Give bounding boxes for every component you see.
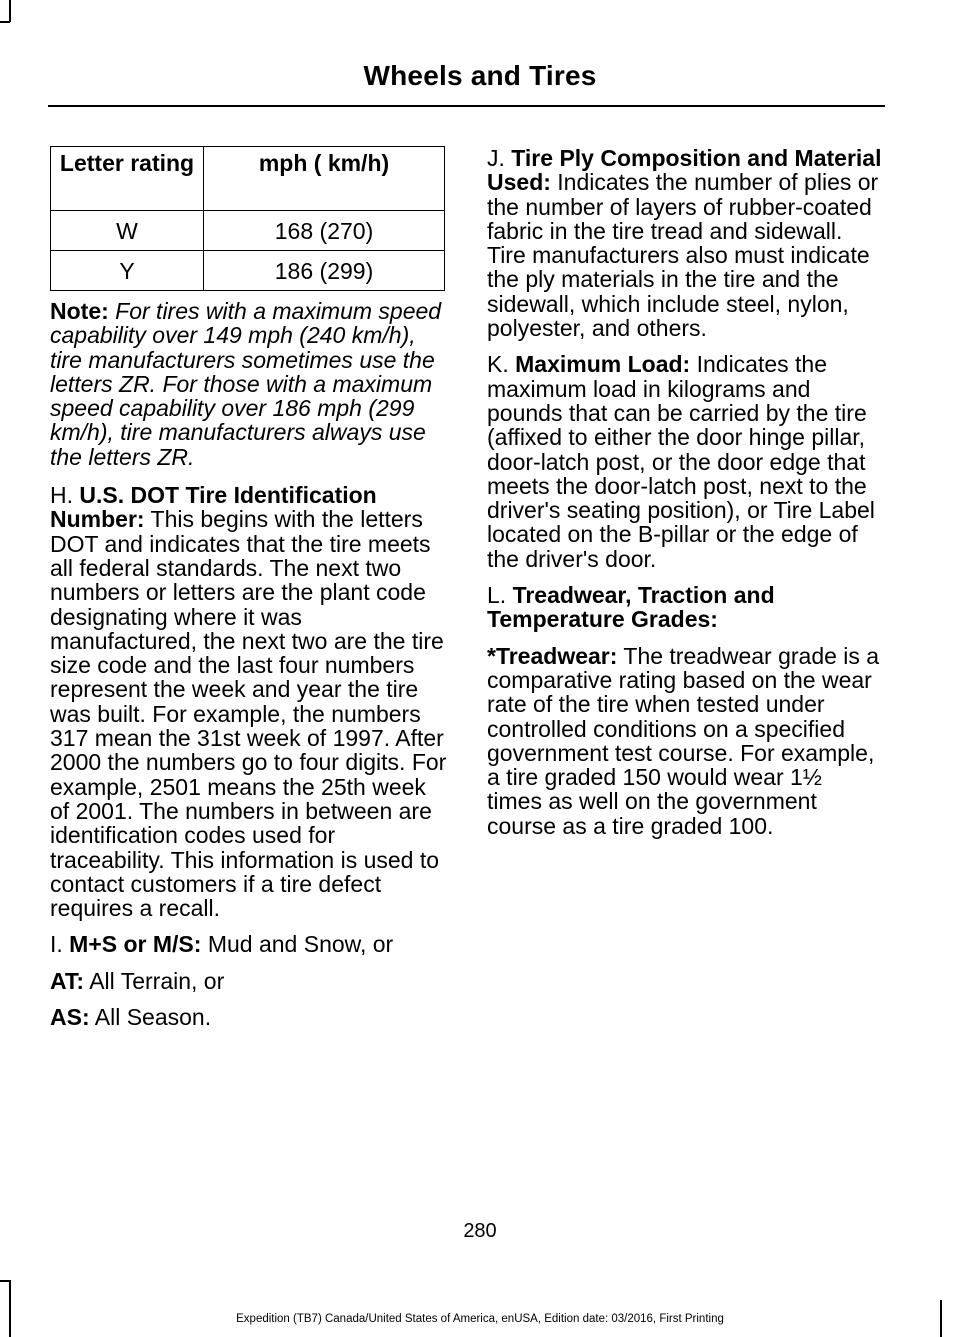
column-header-speed: mph ( km/h) xyxy=(204,147,445,211)
as-label: AS: xyxy=(50,1004,90,1031)
table-row xyxy=(51,251,445,291)
speed-cell: 186 (299) xyxy=(204,251,445,291)
crop-mark-top-left-v xyxy=(9,0,11,22)
section-h-text: This begins with the letters DOT and indicates that the tire meets all federal standards. The next two numbers or letters are the plant code designating where it was manufactured, the next two are the tire size code and the last four numbers represent the week and year the tire was built. For example, the numbers 317 mean the 31st week of 1997. After 2000 the numbers go to four digits. For example, 2501 means the 25th week of 2001. The numbers in between are identification codes used for traceability. This information is used to contact customers if a tire defect requires a recall. xyxy=(50,506,447,922)
note-text: For tires with a maximum speed capability over 149 mph (240 km/h), tire manufacturers sometimes use the letters ZR. For those with a maximum speed capability over 186 mph (299 km/h), tire manufacturers always use the letters ZR. xyxy=(50,298,442,470)
crop-mark-bottom-left-v xyxy=(9,1280,11,1337)
speed-rating-table xyxy=(50,146,445,291)
section-k-prefix: K. xyxy=(487,351,509,378)
section-i-prefix: I. xyxy=(50,931,63,958)
as-text: All Season. xyxy=(94,1004,212,1031)
table-header-row xyxy=(51,147,445,211)
section-j-paragraph xyxy=(487,146,882,340)
section-k-title: Maximum Load: xyxy=(515,351,691,378)
treadwear-text: The treadwear grade is a comparative rating based on the wear rate of the tire when tested under controlled conditions on a specified government test course. For example, a tire graded 150 would wear 1½ times as well on the government course as a tire graded 100. xyxy=(487,642,880,839)
header-divider xyxy=(48,105,885,107)
letter-cell: Y xyxy=(51,251,204,291)
section-l-paragraph xyxy=(487,583,882,632)
note-label: Note: xyxy=(50,298,109,324)
section-h-paragraph xyxy=(50,483,450,920)
section-i-paragraph xyxy=(50,932,450,956)
section-k-paragraph xyxy=(487,352,882,571)
footer-edition-info: Expedition (TB7) Canada/United States of America, enUSA, Edition date: 03/2016, First Printing xyxy=(236,1313,724,1325)
at-text: All Terrain, or xyxy=(89,967,225,994)
table-row xyxy=(51,211,445,251)
page-number: 280 xyxy=(463,1220,497,1242)
column-header-letter: Letter rating xyxy=(51,147,204,211)
section-i-title: M+S or M/S: xyxy=(69,931,202,958)
section-j-text: Indicates the number of plies or the number of layers of rubber-coated fabric in the tire tread and sidewall. Tire manufacturers also must indicate the ply materials in the tire and the sidewall, which include steel, nylon, polyester, and others. xyxy=(487,169,879,342)
section-j-title: Tire Ply Composition and Material Used: xyxy=(487,145,882,196)
right-column xyxy=(487,146,882,850)
note-paragraph xyxy=(50,299,450,469)
left-column xyxy=(50,146,450,1041)
crop-mark-top-left-h xyxy=(0,21,10,23)
section-h-prefix: H. xyxy=(50,482,73,509)
at-label: AT: xyxy=(50,967,85,994)
at-paragraph xyxy=(50,969,450,993)
treadwear-paragraph xyxy=(487,644,882,838)
letter-cell: W xyxy=(51,211,204,251)
crop-mark-bottom-left-h xyxy=(0,1280,10,1282)
section-k-text: Indicates the maximum load in kilograms and pounds that can be carried by the tire (affixed to either the door hinge pillar, door-latch post, or the door edge that meets the door-latch post, next to the driver's seating position), or Tire Label located on the B-pillar or the edge of the driver's door. xyxy=(487,351,875,572)
page-title: Wheels and Tires xyxy=(363,60,597,91)
section-l-title: Treadwear, Traction and Temperature Grades: xyxy=(487,582,775,633)
speed-cell: 168 (270) xyxy=(204,211,445,251)
section-j-prefix: J. xyxy=(487,145,505,171)
section-h-title: U.S. DOT Tire Identification Number: xyxy=(50,482,377,533)
section-i-text: Mud and Snow, or xyxy=(207,931,394,958)
section-l-prefix: L. xyxy=(487,582,507,609)
as-paragraph xyxy=(50,1005,450,1029)
treadwear-title: *Treadwear: xyxy=(487,642,618,669)
